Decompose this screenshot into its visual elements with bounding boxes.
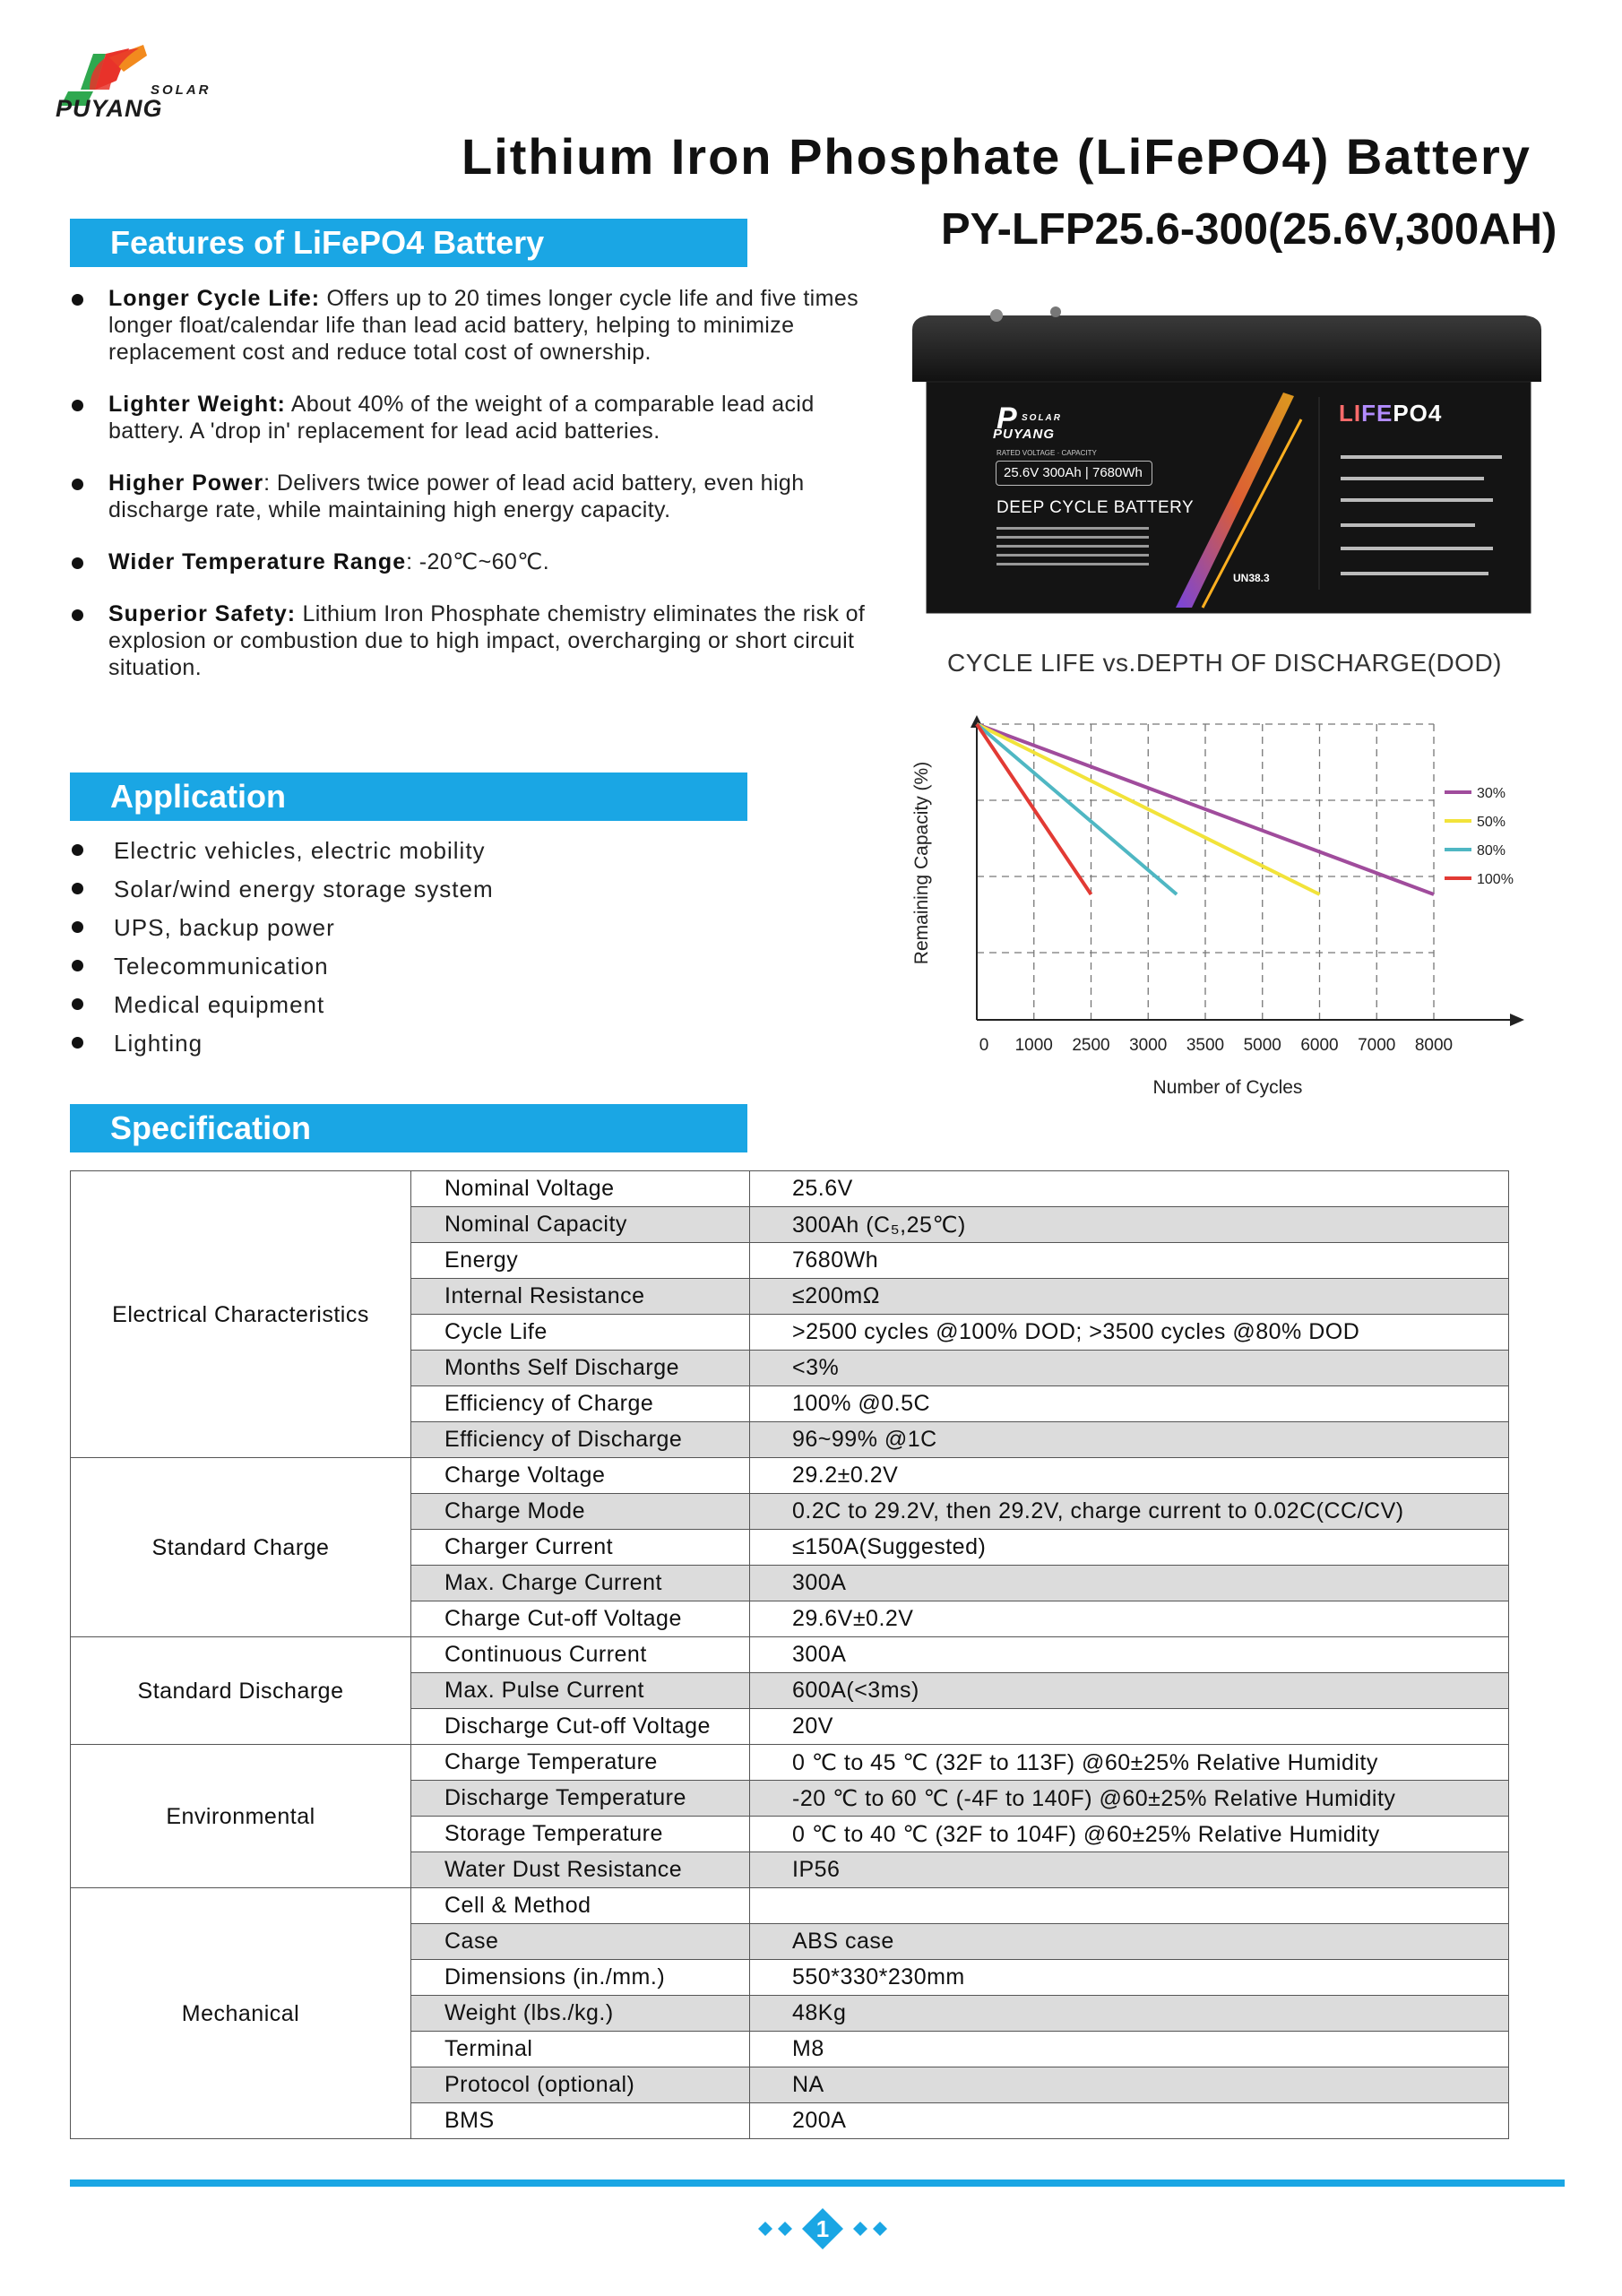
spec-value: IP56 bbox=[750, 1852, 1509, 1888]
features-list bbox=[70, 285, 894, 706]
chart-x-axis-arrow-icon bbox=[1510, 1014, 1524, 1026]
spec-category: Standard Charge bbox=[71, 1458, 411, 1637]
battery-solar-text: SOLAR bbox=[1022, 413, 1062, 423]
chart-legend-label: 80% bbox=[1477, 843, 1506, 859]
spec-value: NA bbox=[750, 2067, 1509, 2103]
spec-category: Environmental bbox=[71, 1745, 411, 1888]
footer-divider bbox=[70, 2179, 1565, 2187]
spec-value: 7680Wh bbox=[750, 1243, 1509, 1279]
chart-x-tick-label: 0 bbox=[979, 1036, 989, 1055]
application-heading: Application bbox=[70, 773, 747, 821]
spec-parameter: Efficiency of Charge bbox=[411, 1386, 750, 1422]
spec-parameter: Max. Pulse Current bbox=[411, 1673, 750, 1709]
company-logo bbox=[54, 36, 211, 130]
spec-parameter: Charge Temperature bbox=[411, 1745, 750, 1781]
spec-parameter: Nominal Capacity bbox=[411, 1207, 750, 1243]
chart-x-tick-label: 3500 bbox=[1186, 1036, 1225, 1055]
spec-parameter: Efficiency of Discharge bbox=[411, 1422, 750, 1458]
spec-value: 200A bbox=[750, 2103, 1509, 2139]
feature-title: Higher Power bbox=[108, 470, 264, 496]
spec-value: 0 ℃ to 40 ℃ (32F to 104F) @60±25% Relative Humidity bbox=[750, 1817, 1509, 1852]
battery-product-image bbox=[907, 285, 1550, 618]
chart-x-tick-label: 7000 bbox=[1358, 1036, 1396, 1055]
feature-text: Offers up to 20 times longer cycle life and five times longer float/calendar life than lead acid battery, helping to minimize replacement cost and reduce total cost of ownership. bbox=[108, 286, 859, 365]
battery-type-label: DEEP CYCLE BATTERY bbox=[996, 498, 1195, 517]
application-item: UPS, backup power bbox=[70, 912, 494, 951]
spec-row bbox=[71, 1171, 1509, 1207]
spec-value: 600A(<3ms) bbox=[750, 1673, 1509, 1709]
spec-parameter: Cycle Life bbox=[411, 1315, 750, 1351]
battery-lifepo4-logo: LIFEPO4 bbox=[1339, 400, 1443, 427]
spec-value: 96~99% @1C bbox=[750, 1422, 1509, 1458]
spec-value: 550*330*230mm bbox=[750, 1960, 1509, 1996]
feature-title: Longer Cycle Life: bbox=[108, 286, 321, 311]
feature-text: : Delivers twice power of lead acid battery, even high discharge rate, while maintaining high energy capacity. bbox=[108, 470, 805, 522]
spec-category: Electrical Characteristics bbox=[71, 1171, 411, 1458]
spec-parameter: Max. Charge Current bbox=[411, 1566, 750, 1601]
application-item: Medical equipment bbox=[70, 989, 494, 1028]
specification-heading: Specification bbox=[70, 1104, 747, 1152]
spec-parameter: Internal Resistance bbox=[411, 1279, 750, 1315]
spec-category: Mechanical bbox=[71, 1888, 411, 2139]
spec-parameter: Cell & Method bbox=[411, 1888, 750, 1924]
application-item: Electric vehicles, electric mobility bbox=[70, 835, 494, 874]
spec-value: 48Kg bbox=[750, 1996, 1509, 2032]
spec-parameter: Case bbox=[411, 1924, 750, 1960]
chart-legend-label: 100% bbox=[1477, 872, 1514, 887]
specification-table bbox=[70, 1170, 1509, 2139]
spec-parameter: Energy bbox=[411, 1243, 750, 1279]
spec-parameter: Charge Mode bbox=[411, 1494, 750, 1530]
spec-value: ≤200mΩ bbox=[750, 1279, 1509, 1315]
cycle-life-chart-svg bbox=[892, 708, 1546, 1102]
battery-logo-icon: P bbox=[996, 401, 1017, 436]
application-list bbox=[70, 835, 494, 1066]
spec-value: 100% @0.5C bbox=[750, 1386, 1509, 1422]
spec-row bbox=[71, 1637, 1509, 1673]
feature-item bbox=[70, 600, 894, 681]
feature-item bbox=[70, 470, 858, 523]
spec-value: ≤150A(Suggested) bbox=[750, 1530, 1509, 1566]
spec-value: -20 ℃ to 60 ℃ (-4F to 140F) @60±25% Relative Humidity bbox=[750, 1781, 1509, 1817]
feature-item bbox=[70, 548, 858, 575]
chart-x-tick-label: 1000 bbox=[1014, 1036, 1053, 1055]
spec-value: M8 bbox=[750, 2032, 1509, 2067]
spec-value: 29.2±0.2V bbox=[750, 1458, 1509, 1494]
spec-parameter: Weight (lbs./kg.) bbox=[411, 1996, 750, 2032]
spec-parameter: Charge Voltage bbox=[411, 1458, 750, 1494]
spec-parameter: Charger Current bbox=[411, 1530, 750, 1566]
chart-x-tick-label: 3000 bbox=[1129, 1036, 1168, 1055]
battery-spec-label: 25.6V 300Ah | 7680Wh bbox=[996, 461, 1152, 486]
spec-parameter: Discharge Cut-off Voltage bbox=[411, 1709, 750, 1745]
spec-value: 300Ah (C₅,25℃) bbox=[750, 1207, 1509, 1243]
page-number: 1 bbox=[815, 2215, 830, 2242]
spec-value: 300A bbox=[750, 1637, 1509, 1673]
feature-text: Lithium Iron Phosphate chemistry eliminates the risk of explosion or combustion due to high impact, overcharging or short circuit situation. bbox=[108, 601, 866, 680]
feature-title: Wider Temperature Range bbox=[108, 549, 407, 574]
spec-value: 0 ℃ to 45 ℃ (32F to 113F) @60±25% Relative Humidity bbox=[750, 1745, 1509, 1781]
chart-x-tick-label: 6000 bbox=[1300, 1036, 1339, 1055]
spec-parameter: Discharge Temperature bbox=[411, 1781, 750, 1817]
spec-value: 29.6V±0.2V bbox=[750, 1601, 1509, 1637]
spec-parameter: BMS bbox=[411, 2103, 750, 2139]
application-item: Telecommunication bbox=[70, 951, 494, 989]
spec-value: 20V bbox=[750, 1709, 1509, 1745]
feature-title: Lighter Weight: bbox=[108, 392, 286, 417]
chart-y-axis-label: Remaining Capacity (%) bbox=[911, 761, 932, 965]
spec-value: 0.2C to 29.2V, then 29.2V, charge current to 0.02C(CC/CV) bbox=[750, 1494, 1509, 1530]
feature-item bbox=[70, 391, 858, 445]
feature-text: About 40% of the weight of a comparable lead acid battery. A 'drop in' replacement for lead acid batteries. bbox=[108, 392, 815, 444]
battery-rated-label: RATED VOLTAGE · CAPACITY bbox=[996, 449, 1097, 457]
application-item: Lighting bbox=[70, 1028, 494, 1066]
chart-x-tick-label: 5000 bbox=[1243, 1036, 1281, 1055]
spec-value: >2500 cycles @100% DOD; >3500 cycles @80% DOD bbox=[750, 1315, 1509, 1351]
chart-title: CYCLE LIFE vs.DEPTH OF DISCHARGE(DOD) bbox=[947, 649, 1503, 677]
spec-row bbox=[71, 1745, 1509, 1781]
spec-parameter: Terminal bbox=[411, 2032, 750, 2067]
cycle-life-chart bbox=[892, 708, 1546, 1102]
spec-row bbox=[71, 1458, 1509, 1494]
chart-legend-label: 30% bbox=[1477, 786, 1506, 801]
chart-legend-label: 50% bbox=[1477, 815, 1506, 830]
spec-row bbox=[71, 1888, 1509, 1924]
spec-parameter: Charge Cut-off Voltage bbox=[411, 1601, 750, 1637]
battery-cert-label: UN38.3 bbox=[1233, 572, 1270, 584]
spec-parameter: Continuous Current bbox=[411, 1637, 750, 1673]
spec-parameter: Nominal Voltage bbox=[411, 1171, 750, 1207]
spec-value: <3% bbox=[750, 1351, 1509, 1386]
spec-parameter: Storage Temperature bbox=[411, 1817, 750, 1852]
spec-value bbox=[750, 1888, 1509, 1924]
battery-brand-text: PUYANG bbox=[993, 427, 1056, 442]
spec-parameter: Months Self Discharge bbox=[411, 1351, 750, 1386]
model-number: PY-LFP25.6-300(25.6V,300AH) bbox=[941, 205, 1557, 254]
features-heading: Features of LiFePO4 Battery bbox=[70, 219, 747, 267]
feature-title: Superior Safety: bbox=[108, 601, 297, 626]
spec-parameter: Dimensions (in./mm.) bbox=[411, 1960, 750, 1996]
logo-brand-text: PUYANG bbox=[56, 95, 163, 122]
spec-parameter: Protocol (optional) bbox=[411, 2067, 750, 2103]
application-item: Solar/wind energy storage system bbox=[70, 874, 494, 912]
feature-item bbox=[70, 285, 872, 366]
document-title: Lithium Iron Phosphate (LiFePO4) Battery bbox=[462, 128, 1531, 185]
spec-value: 25.6V bbox=[750, 1171, 1509, 1207]
chart-x-tick-label: 8000 bbox=[1414, 1036, 1454, 1055]
spec-category: Standard Discharge bbox=[71, 1637, 411, 1745]
spec-parameter: Water Dust Resistance bbox=[411, 1852, 750, 1888]
feature-text: : -20℃~60℃. bbox=[406, 549, 550, 574]
logo-solar-text: SOLAR bbox=[151, 82, 211, 98]
chart-x-tick-label: 2500 bbox=[1072, 1036, 1110, 1055]
chart-x-axis-label: Number of Cycles bbox=[1152, 1077, 1303, 1098]
spec-value: ABS case bbox=[750, 1924, 1509, 1960]
spec-value: 300A bbox=[750, 1566, 1509, 1601]
